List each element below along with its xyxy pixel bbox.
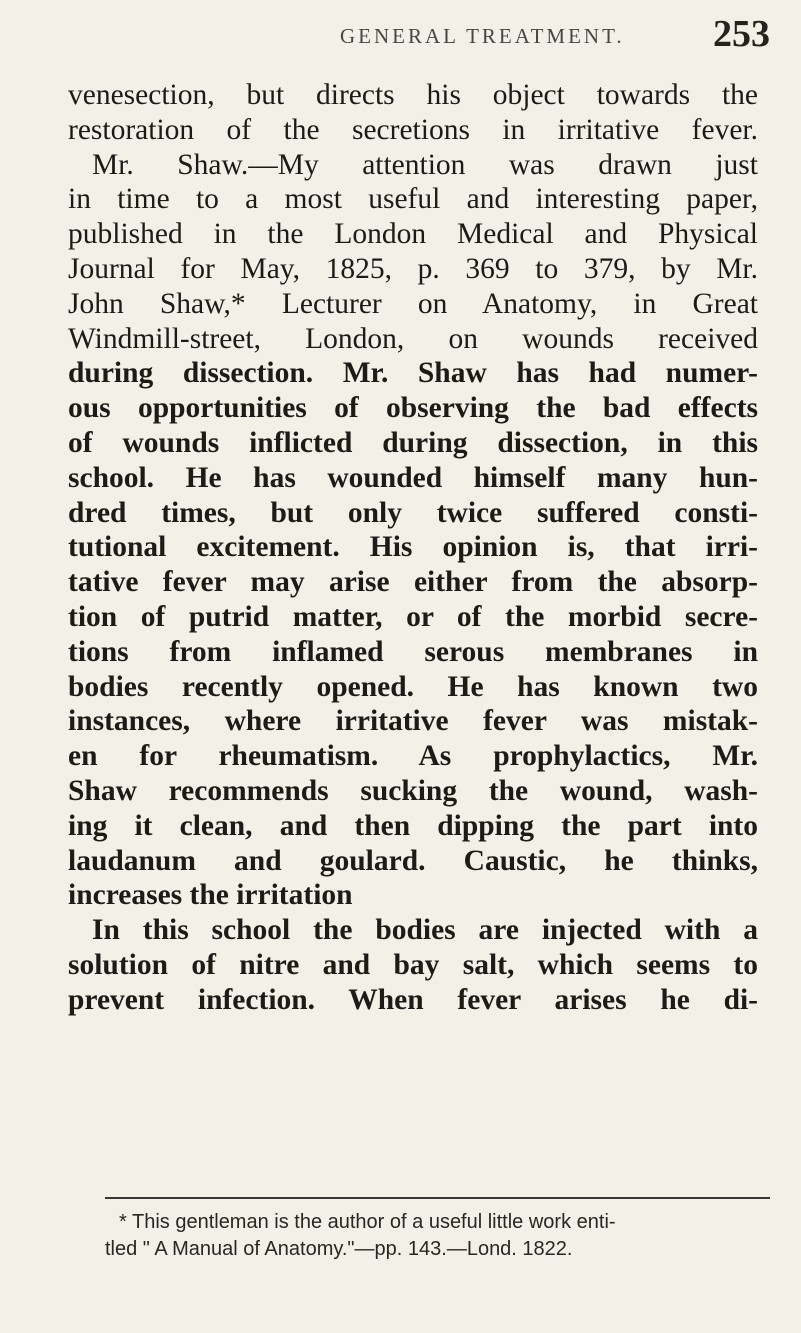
footnote-rule [105,1197,770,1199]
body-line: instances, where irritative fever was mistak- [68,705,758,738]
body-line: tion of putrid matter, or of the morbid secre- [68,600,758,633]
body-line: solution of nitre and bay salt, which seems to [68,948,758,981]
page-header [60,12,770,72]
footnote-line: * This gentleman is the author of a useful little work enti- [119,1211,616,1233]
body-text [68,78,758,1018]
body-line: prevent infection. When fever arises he di- [68,983,758,1016]
body-line: of wounds inflicted during dissection, in this [68,426,758,459]
footnote-line: tled " A Manual of Anatomy."—pp. 143.—Lond. 1822. [105,1238,573,1260]
body-line: Windmill-street, London, on wounds received [68,322,758,355]
page-number: 253 [713,13,770,55]
body-line: In this school the bodies are injected with a [92,914,758,947]
body-line: restoration of the secretions in irritative fever. [68,113,758,146]
body-line: en for rheumatism. As prophylactics, Mr. [68,740,758,773]
body-line: Mr. Shaw.—My attention was drawn just [92,148,758,181]
body-line: during dissection. Mr. Shaw has had numer- [68,357,758,390]
body-line: increases the irritation [68,879,353,912]
footnote [105,1209,775,1263]
body-line: tions from inflamed serous membranes in [68,635,758,668]
body-line: John Shaw,* Lecturer on Anatomy, in Great [68,287,758,320]
running-head: GENERAL TREATMENT. [340,24,625,48]
body-line: Journal for May, 1825, p. 369 to 379, by Mr. [68,252,758,285]
body-line: in time to a most useful and interesting paper, [68,183,758,216]
body-line: published in the London Medical and Physical [68,218,758,251]
body-line: school. He has wounded himself many hun- [68,461,758,494]
body-line: tative fever may arise either from the absorp- [68,566,758,599]
body-line: bodies recently opened. He has known two [68,670,758,703]
body-line: laudanum and goulard. Caustic, he thinks, [68,844,758,877]
body-line: Shaw recommends sucking the wound, wash- [68,774,758,807]
body-line: ing it clean, and then dipping the part into [68,809,758,842]
body-line: ous opportunities of observing the bad effects [68,392,758,425]
body-line: venesection, but directs his object towards the [68,79,758,111]
body-line: dred times, but only twice suffered consti- [68,496,758,529]
body-line: tutional excitement. His opinion is, that irri- [68,531,758,564]
